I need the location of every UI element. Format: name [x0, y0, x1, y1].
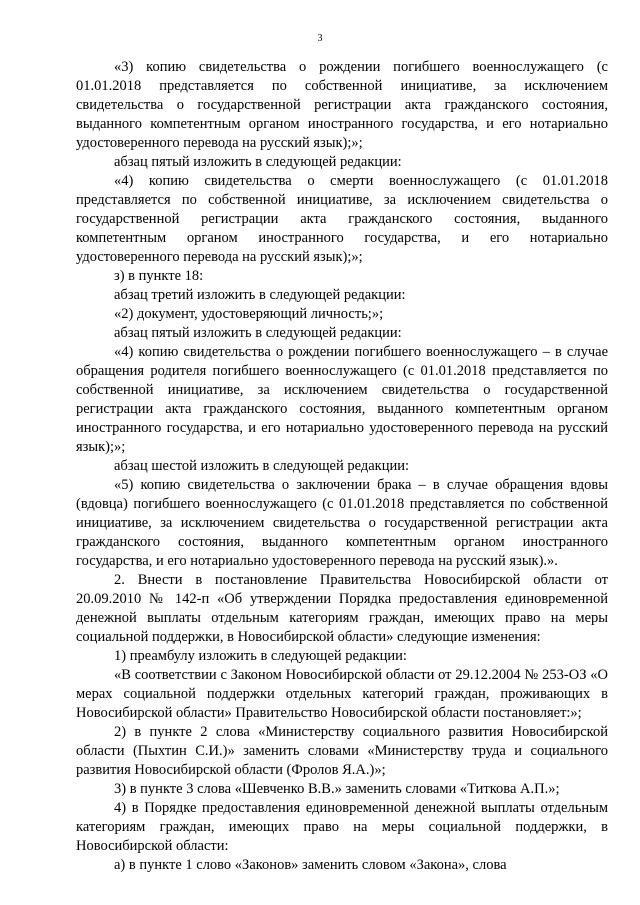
paragraph: з) в пункте 18:: [114, 268, 204, 284]
paragraph: 2) в пункте 2 слова «Министерству социального развития Новосибирской области (Пыхтин С.И.)» заменить словами «Министерству труда и социального развития Новосибирской области (Фролов Я.А.)»;: [76, 724, 608, 778]
paragraph: абзац пятый изложить в следующей редакции:: [114, 154, 402, 170]
paragraph: абзац пятый изложить в следующей редакции:: [114, 325, 402, 341]
paragraph: 3) в пункте 3 слова «Шевченко В.В.» заменить словами «Титкова А.П.»;: [114, 781, 560, 797]
page-number: 3: [317, 33, 323, 44]
paragraph: а) в пункте 1 слово «Законов» заменить словом «Закона», слова: [114, 857, 507, 873]
paragraph: абзац третий изложить в следующей редакции:: [114, 287, 406, 303]
paragraph: 2. Внести в постановление Правительства Новосибирской области от 20.09.2010 № 142-п «Об утверждении Порядка предоставления единовременной денежной выплаты отдельным категориям граждан, имеющих право на меры социальной поддержки, в Новосибирской области» следующие изменения:: [76, 572, 608, 645]
paragraph: 1) преамбулу изложить в следующей редакции:: [114, 648, 407, 664]
paragraph: «4) копию свидетельства о рождении погибшего военнослужащего – в случае обращения родителя погибшего военнослужащего (с 01.01.2018 представляется по собственной инициативе, за исключением свидетельства о государственной регистрации акта гражданского состояния, выданного компетентным органом иностранного государства, и его нотариально удостоверенного перевода на русский язык);»;: [76, 344, 608, 455]
paragraph: «5) копию свидетельства о заключении брака – в случае обращения вдовы (вдовца) погибшего военнослужащего (с 01.01.2018 представляется по собственной инициативе, за исключением свидетельства о государственной регистрации акта гражданского состояния, выданного компетентным органом иностранного государства, и его нотариально удостоверенного перевода на русский язык).».: [76, 477, 608, 569]
paragraph: «3) копию свидетельства о рождении погибшего военнослужащего (с 01.01.2018 представляется по собственной инициативе, за исключением свидетельства о государственной регистрации акта гражданского состояния, выданного компетентным органом иностранного государства, и его нотариально удостоверенного перевода на русский язык);»;: [76, 59, 608, 151]
paragraph: 4) в Порядке предоставления единовременной денежной выплаты отдельным категориям граждан, имеющих право на меры социальной поддержки, в Новосибирской области:: [76, 800, 608, 854]
document-body: [76, 58, 608, 875]
paragraph: абзац шестой изложить в следующей редакции:: [114, 458, 409, 474]
paragraph: «В соответствии с Законом Новосибирской области от 29.12.2004 № 253-ОЗ «О мерах социальной поддержки отдельных категорий граждан, проживающих в Новосибирской области» Правительство Новосибирской области постановляет:»;: [76, 667, 608, 721]
paragraph: «4) копию свидетельства о смерти военнослужащего (с 01.01.2018 представляется по собственной инициативе, за исключением свидетельства о государственной регистрации акта гражданского состояния, выданного компетентным органом иностранного государства, и его нотариально удостоверенного перевода на русский язык);»;: [76, 173, 608, 265]
paragraph: «2) документ, удостоверяющий личность;»;: [114, 306, 384, 322]
